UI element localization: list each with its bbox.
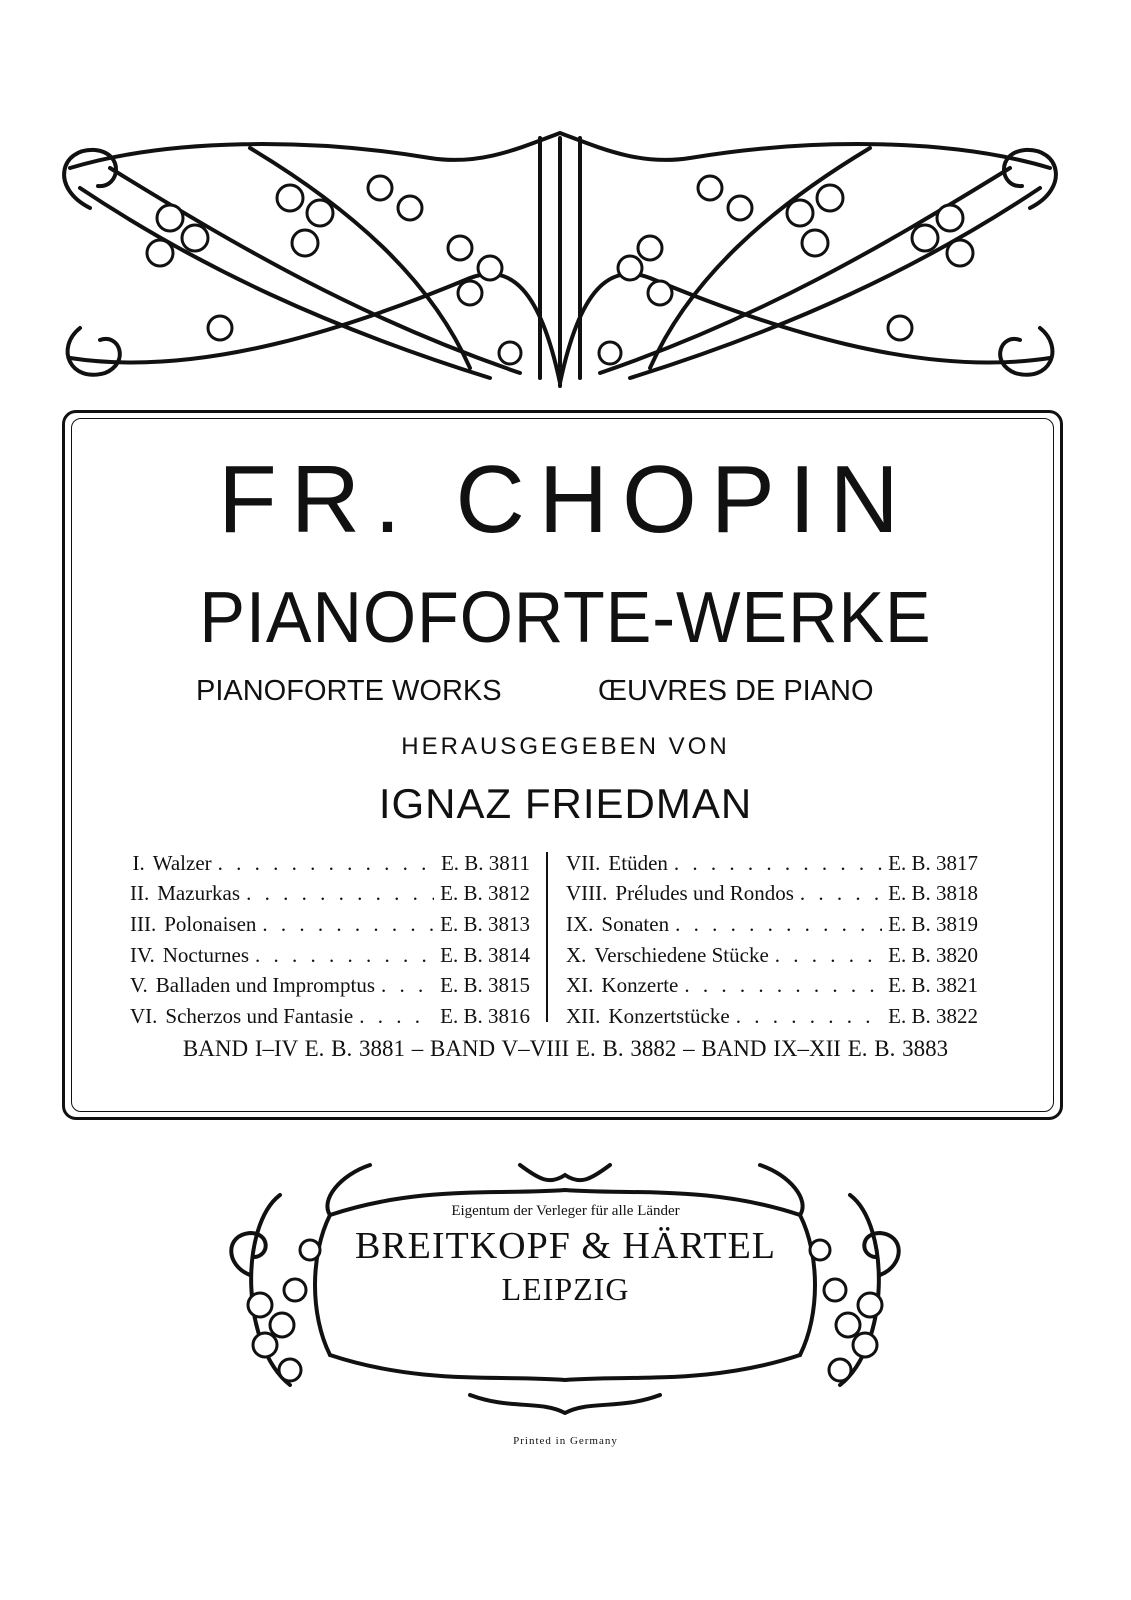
volume-number: VII.: [566, 850, 601, 875]
volume-number: IX.: [566, 911, 594, 936]
volume-title: Verschiedene Stücke: [594, 942, 769, 967]
volume-number: XII.: [566, 1003, 601, 1028]
leader-dots: [674, 851, 882, 876]
volume-title: Walzer: [152, 850, 212, 875]
editor-caption: HERAUSGEGEBEN VON: [401, 733, 730, 760]
list-item: [130, 848, 530, 879]
volume-title: Konzertstücke: [608, 1003, 730, 1028]
volume-title: Nocturnes: [162, 942, 250, 967]
volume-list-right: [566, 848, 978, 1032]
volume-code: E. B. 3816: [440, 1003, 530, 1028]
volume-code: E. B. 3813: [440, 911, 530, 936]
volume-title: Scherzos und Fantasie: [165, 1003, 354, 1028]
composer-name: FR. CHOPIN: [218, 446, 913, 553]
volume-code: E. B. 3812: [440, 881, 530, 906]
publisher-rights-note: Eigentum der Verleger für alle Länder: [451, 1203, 680, 1219]
volume-number: V.: [130, 973, 148, 998]
volume-code: E. B. 3814: [440, 942, 530, 967]
leader-dots: [800, 881, 882, 906]
volume-number: XI.: [566, 973, 594, 998]
volume-title: Balladen und Impromptus: [155, 973, 376, 998]
volume-code: E. B. 3821: [888, 973, 978, 998]
volume-number: II.: [130, 881, 150, 906]
leader-dots: [218, 851, 435, 876]
list-item: [566, 940, 978, 971]
list-item: [130, 879, 530, 910]
subtitle-french: ŒUVRES DE PIANO: [598, 675, 874, 707]
leader-dots: [359, 1004, 434, 1029]
volume-title: Préludes und Rondos: [615, 881, 794, 906]
volume-list-left: [130, 848, 530, 1032]
band-summary-line: BAND I–IV E. B. 3881 – BAND V–VIII E. B. 3882 – BAND IX–XII E. B. 3883: [182, 1036, 949, 1061]
volume-title: Sonaten: [601, 911, 670, 936]
volume-title: Polonaisen: [164, 911, 257, 936]
list-item: [566, 1001, 978, 1032]
top-floral-ornament: [50, 128, 1070, 390]
list-item: [130, 940, 530, 971]
leader-dots: [736, 1004, 882, 1029]
print-note: Printed in Germany: [513, 1435, 618, 1447]
leader-dots: [255, 943, 434, 968]
list-item: [130, 1001, 530, 1032]
volume-code: E. B. 3818: [888, 881, 978, 906]
volume-number: VIII.: [566, 881, 608, 906]
volume-code: E. B. 3815: [440, 973, 530, 998]
volume-code: E. B. 3820: [888, 942, 978, 967]
list-item: [130, 970, 530, 1001]
list-item: [566, 848, 978, 879]
leader-dots: [381, 973, 434, 998]
publisher-name: BREITKOPF & HÄRTEL: [354, 1225, 777, 1267]
leader-dots: [775, 943, 882, 968]
collection-title: PIANOFORTE-WERKE: [199, 578, 932, 658]
list-item: [566, 909, 978, 940]
volume-code: E. B. 3819: [888, 911, 978, 936]
volume-number: X.: [566, 942, 587, 967]
list-item: [566, 970, 978, 1001]
leader-dots: [246, 881, 434, 906]
volume-code: E. B. 3811: [440, 850, 530, 875]
subtitle-english: PIANOFORTE WORKS: [196, 675, 502, 707]
list-item: [566, 879, 978, 910]
volume-title: Etüden: [608, 850, 668, 875]
volume-number: I.: [132, 850, 145, 875]
column-divider: [546, 852, 548, 1022]
volume-code: E. B. 3817: [888, 850, 978, 875]
editor-name: IGNAZ FRIEDMAN: [378, 780, 753, 827]
volume-title: Mazurkas: [157, 881, 241, 906]
list-item: [130, 909, 530, 940]
publisher-city: LEIPZIG: [501, 1271, 630, 1307]
volume-number: III.: [130, 911, 157, 936]
leader-dots: [684, 973, 882, 998]
volume-number: VI.: [130, 1003, 158, 1028]
leader-dots: [262, 912, 434, 937]
leader-dots: [675, 912, 882, 937]
volume-code: E. B. 3822: [888, 1003, 978, 1028]
volume-number: IV.: [130, 942, 155, 967]
volume-title: Konzerte: [601, 973, 679, 998]
